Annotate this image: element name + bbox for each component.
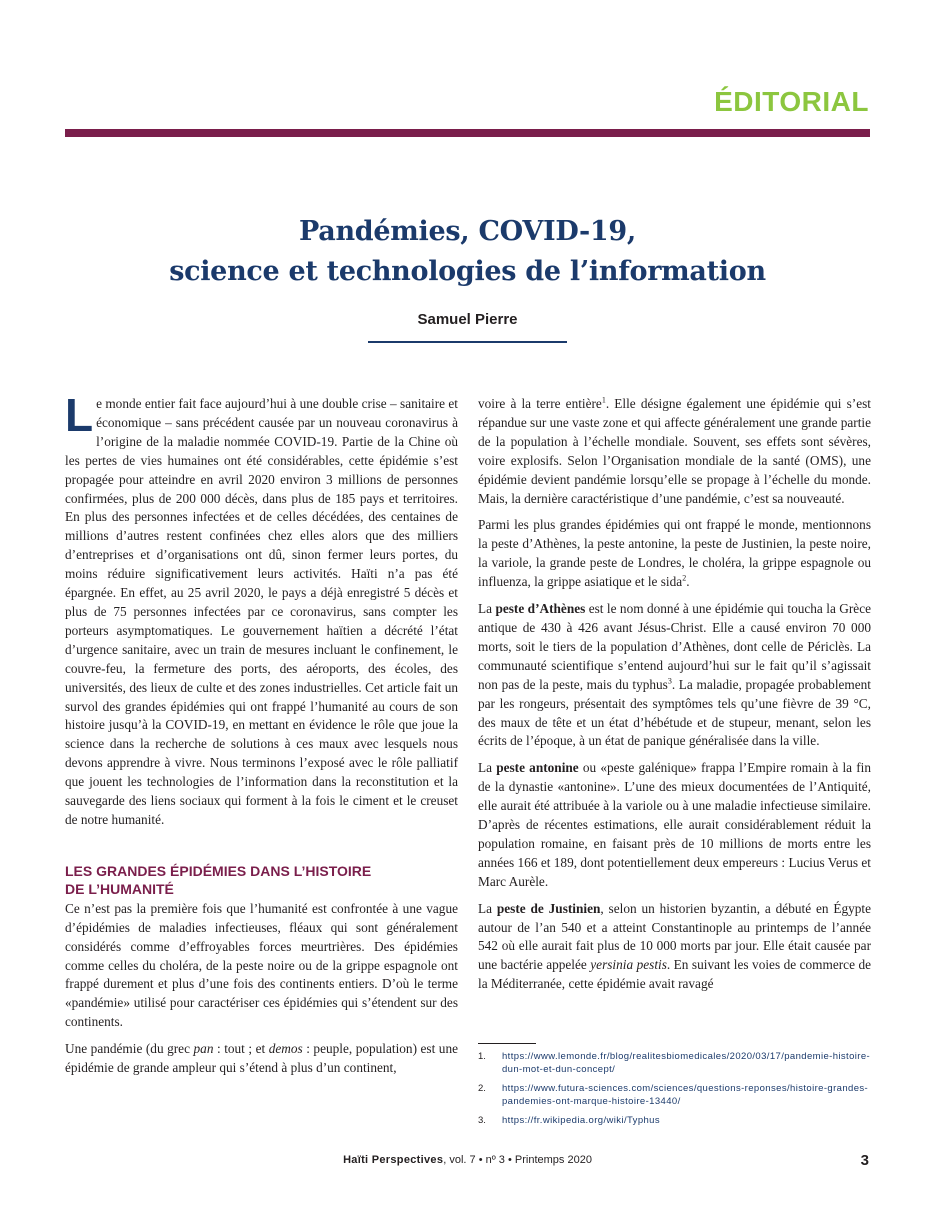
paragraph: La peste de Justinien, selon un historien byzantin, a débuté en Égypte autour de l’an 540 et a atteint Constantinople au printemps de l’année 542 où elle aurait fait plus de 10 000 morts par jour. Elle était causée par une bactérie appelée yersinia pestis. En suivant les voies de commerce de la Méditerranée, cette épidémie avait ravagé <box>478 900 871 992</box>
intro-text: e monde entier fait face aujourd’hui à une double crise – sanitaire et économique – sans précédent causée par un nouveau coronavirus à l’origine de la maladie nommée COVID-19. Partie de la Chine où les pertes de vies humaines ont été considérables, cette épidémie s’est propagée pour atteindre en avril 2020 environ 3 millions de personnes confirmées, plus de 200 000 décès, dans plus de 185 pays et territoires. En plus des personnes infectées et de celles décédées, des centaines de millions d’autres restent confinées chez elles alors que des milliers d’entreprises et d’organisations ont dû, sinon fermer leurs portes, du moins réduire significativement leurs activités. Haïti n’a pas été épargnée. En effet, au 25 avril 2020, le pays a déjà enregistré 5 décès et plus de 75 personnes infectées par ce coronavirus, sans compter les porteurs asymptomatiques. Le gouvernement haïtien a décrété l’état d’urgence sanitaire, avec un train de mesures incluant le confinement, le couvre-feu, la fermeture des ports, des aéroports, des écoles, des universités, des lieux de culte et des zones industrielles. Cet article fait un survol des grandes épidémies qui ont frappé l’humanité au cours de son histoire jusqu’à la COVID-19, en mettant en évidence le rôle que joue la science dans la recherche de solutions à ces maux avec lesquels nous devons apprendre à vivre. Nous terminons l’exposé avec le rôle palliatif que jouent les technologies de l’information dans la reconstitution et la sauvegarde des liens sociaux qui forment à la fois le ciment et le creuset de notre humanité. <box>65 396 458 827</box>
section-heading <box>65 862 458 898</box>
author-name: Samuel Pierre <box>417 311 518 328</box>
issue-info: , vol. 7 • nº 3 • Printemps 2020 <box>443 1154 592 1166</box>
header-rule <box>65 129 870 137</box>
right-column <box>478 395 871 1002</box>
paragraph: La peste d’Athènes est le nom donné à une épidémie qui toucha la Grèce antique de 430 à 426 avant Jésus-Christ. Elle a causé environ 70 000 morts, soit le tiers de la population d’Athènes, dont celle de Périclès. La communauté scientifique s’entend aujourd’hui sur le fait qu’il s’agissait non pas de la peste, mais du typhus$^3$. La maladie, propagée probablement par les rongeurs, présentait des symptômes tels qu’une fièvre de 39 °C, des maux de tête et un état d’hébétude et de stupeur, menant, selon les écrits de l’époque, à un état de panique généralisée dans la ville. <box>478 601 872 749</box>
page-footer <box>0 1154 935 1166</box>
paragraph: Ce n’est pas la première fois que l’humanité est confrontée à une vague d’épidémies de maladies infectieuses, fléaux qui sont généralement considérés comme d’effroyables forces meurtrières. Des épidémies comme celles du choléra, de la peste noire ou de la grippe espagnole ont frappé durement et plus d’une fois des continents entiers. D’où le terme «pandémie» utilisé pour caractériser ces épidémies qui s’étendent sur des continents. <box>65 900 458 1030</box>
paragraph: La peste antonine ou «peste galénique» frappa l’Empire romain à la fin de la dynastie «antonine». L’une des mieux documentées de l’Antiquité, elle aurait été attribuée à la variole ou à une maladie infectieuse similaire. D’après de récentes estimations, elle aurait considérablement réduit la population romaine, en faisant près de 10 millions de morts entre les années 166 et 189, dont potentiellement deux empereurs : Lucius Verus et Marc Aurèle. <box>478 760 871 889</box>
footnote: 1. https://www.lemonde.fr/blog/realitesbiomedicales/2020/03/17/pandemie-histoire-dun-mot-et-dun-concept/ <box>478 1051 871 1075</box>
title-line-2: science et technologies de l’information <box>169 256 766 287</box>
section-heading-line-1: LES GRANDES ÉPIDÉMIES DANS L’HISTOIRE <box>65 862 372 879</box>
drop-cap: L <box>65 389 94 441</box>
footnote-ref[interactable]: 3 <box>667 676 672 686</box>
paragraph: Une pandémie (du grec pan : tout ; et demos : peuple, population) est une épidémie de grande ampleur qui s’étend à plus d’un continent, <box>65 1041 459 1076</box>
paragraph: Parmi les plus grandes épidémies qui ont frappé le monde, mentionnons la peste d’Athènes, la peste antonine, la peste de Justinien, la peste noire, la variole, la grande peste de Londres, le choléra, la grippe espagnole ou influenza, la grippe asiatique et le sida$^2$. <box>478 517 871 590</box>
intro-paragraph <box>65 389 458 830</box>
footnote-ref[interactable]: 1 <box>601 395 606 405</box>
left-column <box>65 389 459 1086</box>
footnote-link[interactable]: https://www.futura-sciences.com/sciences/questions-reponses/histoire-grandes-pandemies-ont-marque-histoire-13440/ <box>502 1083 869 1107</box>
footnote: 3. https://fr.wikipedia.org/wiki/Typhus <box>478 1115 661 1126</box>
article-title <box>0 212 935 292</box>
footnote-rule <box>478 1043 536 1044</box>
section-heading-line-2: DE L’HUMANITÉ <box>65 880 174 897</box>
page-number: 3 <box>860 1152 869 1169</box>
footnote-link[interactable]: https://www.lemonde.fr/blog/realitesbiomedicales/2020/03/17/pandemie-histoire-dun-mot-et-dun-concept/ <box>502 1051 871 1075</box>
footnote: 2. https://www.futura-sciences.com/sciences/questions-reponses/histoire-grandes-pandemies-ont-marque-histoire-13440/ <box>478 1082 871 1108</box>
footnotes <box>478 1050 871 1133</box>
footnote-ref[interactable]: 2 <box>682 573 687 583</box>
footnote-link[interactable]: https://fr.wikipedia.org/wiki/Typhus <box>502 1115 661 1126</box>
author-rule <box>368 341 567 343</box>
title-line-1: Pandémies, COVID-19, <box>299 216 636 247</box>
paragraph: voire à la terre entière$^1$. Elle désigne également une épidémie qui s’est répandue sur une vaste zone et qui affecte généralement une grande partie de la population à l’échelle mondiale. Souvent, ses effets sont sévères, voire explosifs. Selon l’Organisation mondiale de la santé (OMS), une épidémie devient pandémie lorsqu’elle se propage à l’échelle du monde. Mais, la dernière caractéristique d’une pandémie, c’est sa nouveauté. <box>478 395 871 506</box>
journal-name: Haïti Perspectives <box>343 1154 444 1166</box>
section-label: ÉDITORIAL <box>714 86 869 117</box>
